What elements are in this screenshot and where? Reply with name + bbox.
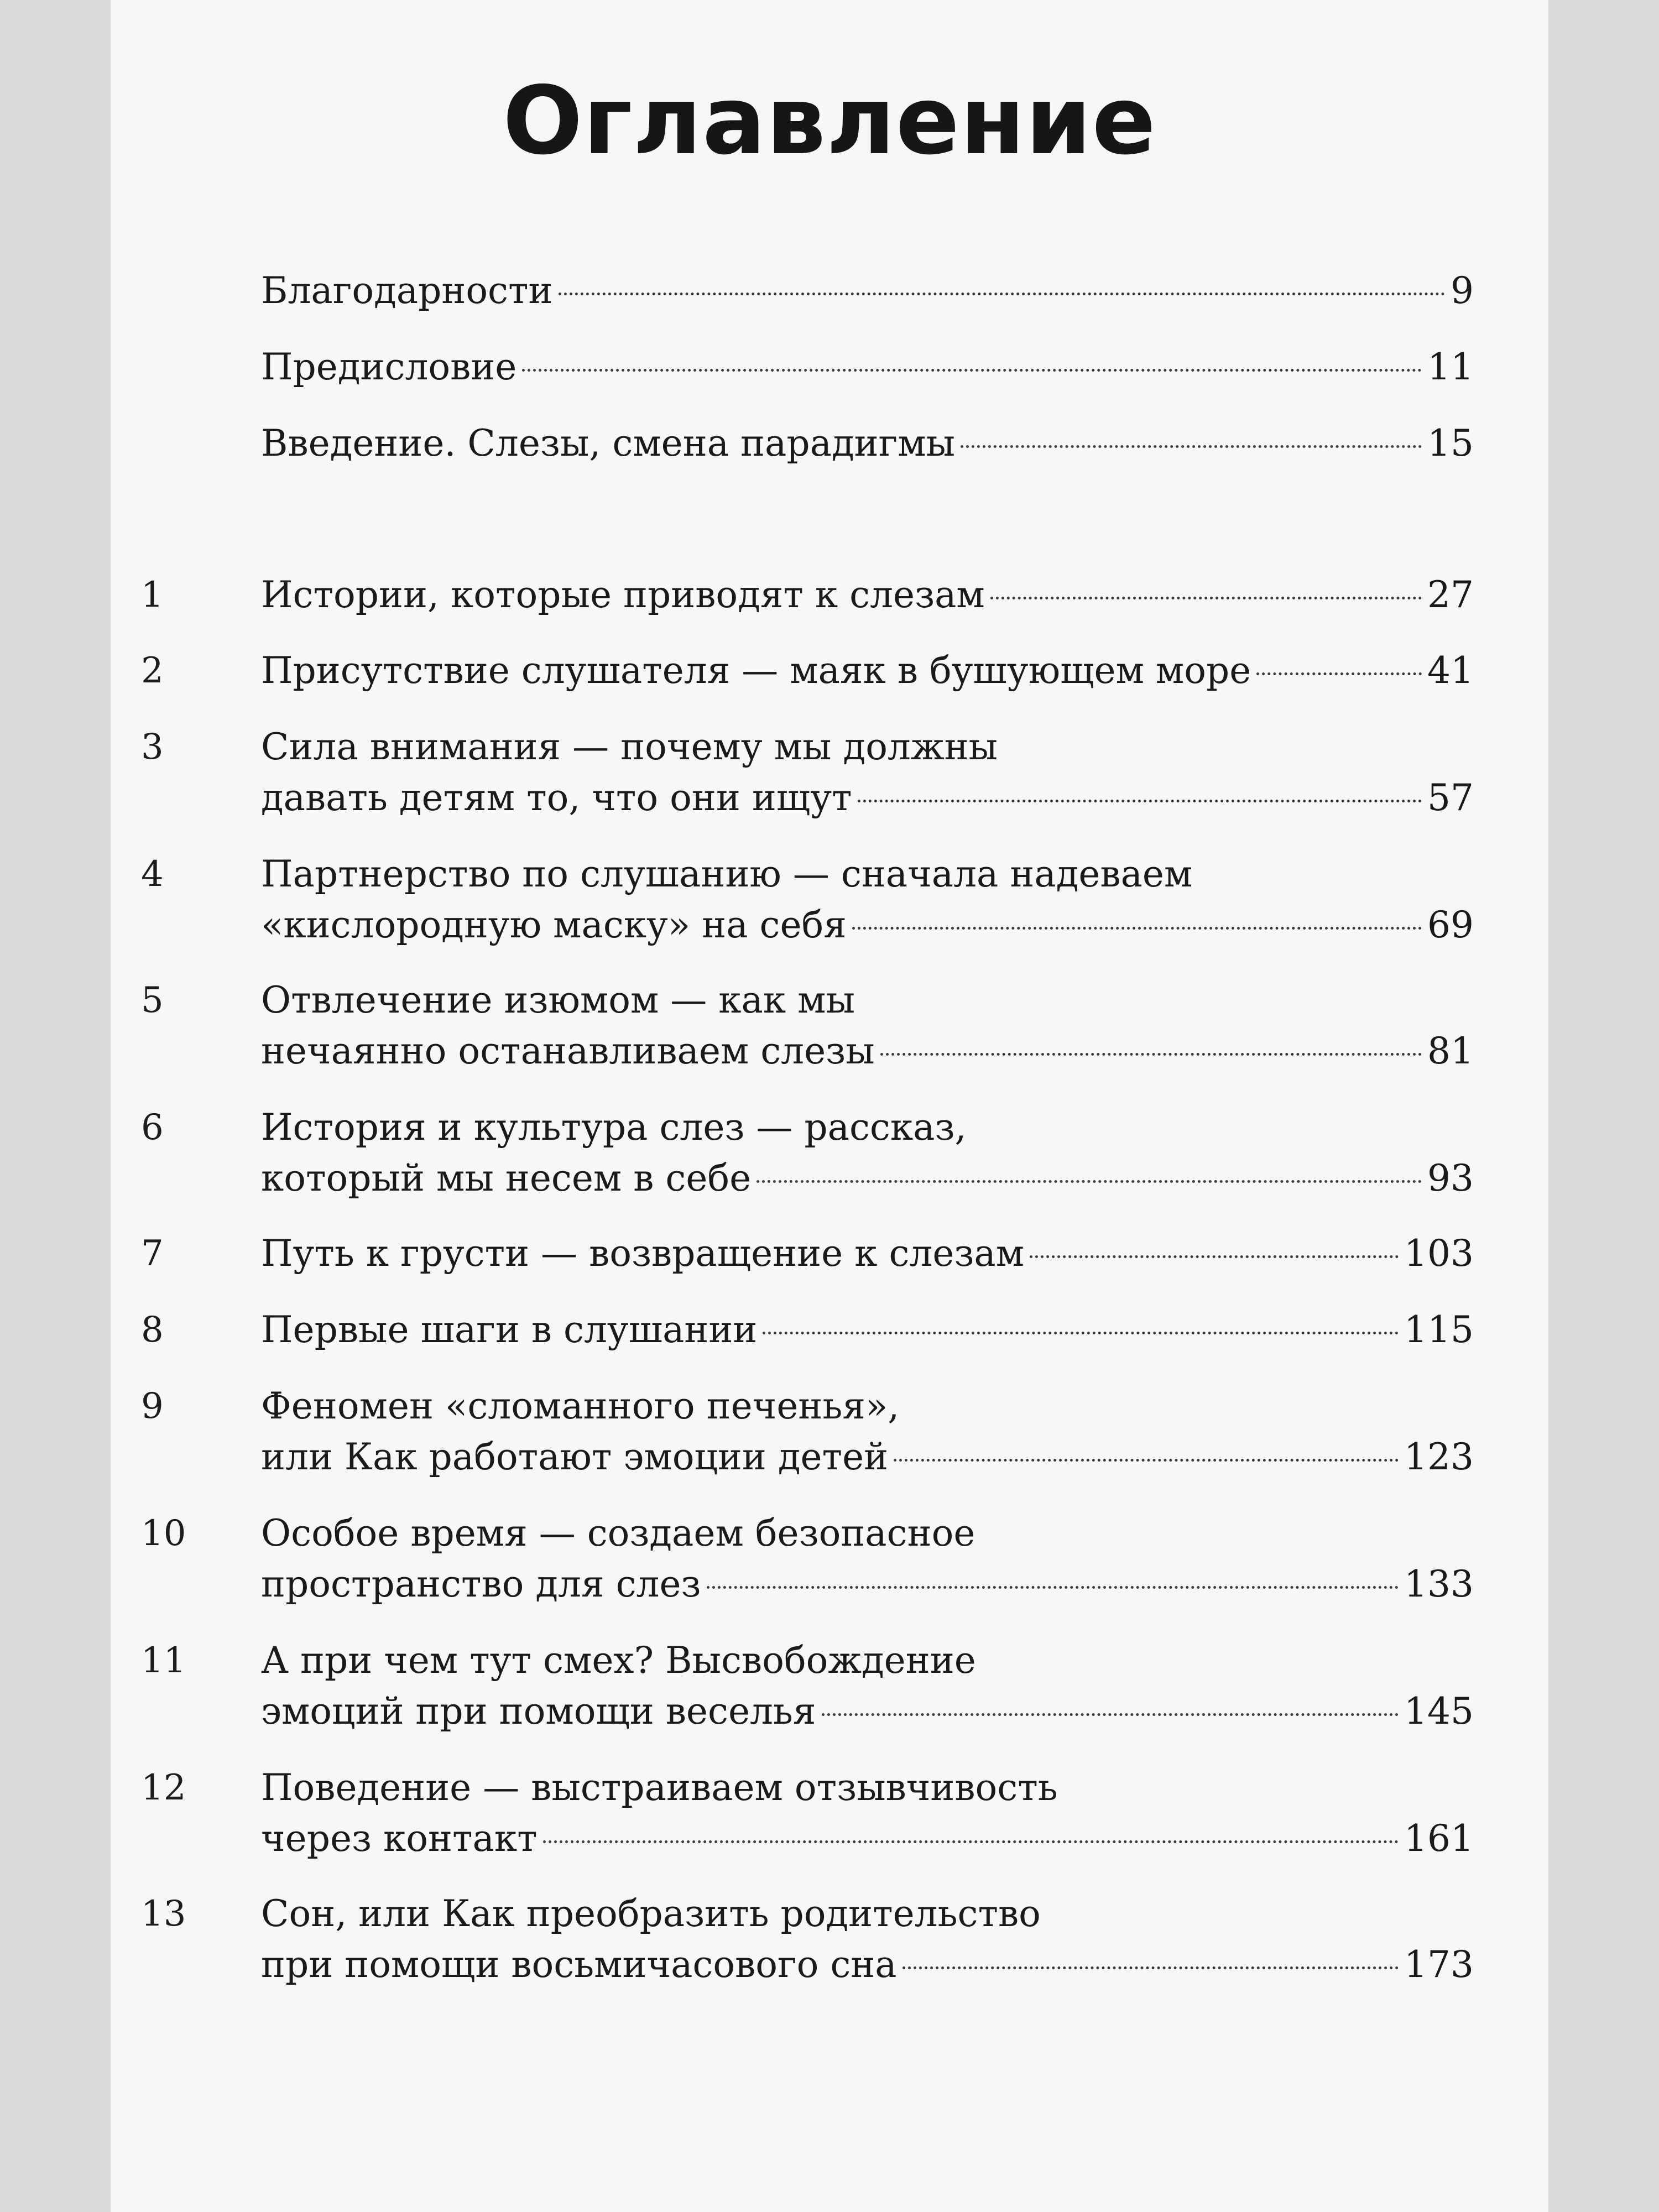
chapter-number: 1 <box>141 575 164 615</box>
entry-title-line: Введение. Слезы, смена парадигмы <box>261 422 956 465</box>
entry-title-line: через контакт <box>261 1817 538 1860</box>
dot-leader <box>880 1053 1422 1056</box>
entry-text <box>261 1102 1474 1204</box>
entry-title-line: Присутствие слушателя — маяк в бушующем море <box>261 649 1251 692</box>
entry-title-line: Первые шаги в слушании <box>261 1308 758 1351</box>
entry-title-line: Предисловие <box>261 346 517 388</box>
chapter-number: 7 <box>141 1233 164 1274</box>
entry-text <box>261 1888 1474 1990</box>
entry-last-line <box>261 1228 1474 1279</box>
dot-leader <box>707 1586 1399 1589</box>
entry-title-line: пространство для слез <box>261 1563 701 1605</box>
page-number: 161 <box>1404 1817 1474 1860</box>
entry-last-line <box>261 645 1474 696</box>
dot-leader <box>961 445 1422 448</box>
dot-leader <box>543 1840 1399 1843</box>
page-number: 115 <box>1404 1308 1474 1351</box>
chapter-number: 4 <box>141 854 164 895</box>
chapter-number: 11 <box>141 1640 186 1681</box>
entry-last-line <box>261 1305 1474 1355</box>
page-number: 41 <box>1427 649 1474 692</box>
entry-last-line <box>261 1153 1474 1204</box>
chapter-number: 9 <box>141 1386 164 1427</box>
entry-title-line: нечаянно останавливаем слезы <box>261 1030 875 1072</box>
entry-last-line <box>261 418 1474 469</box>
entry-last-line <box>261 1432 1474 1483</box>
dot-leader <box>757 1180 1422 1183</box>
dot-leader <box>990 597 1422 599</box>
entry-title-line: Истории, которые приводят к слезам <box>261 573 985 616</box>
entry-text <box>261 1508 1474 1610</box>
page-number: 93 <box>1427 1157 1474 1199</box>
entry-last-line <box>261 1559 1474 1610</box>
dot-leader <box>822 1713 1399 1716</box>
entry-title-line: «кислородную маску» на себя <box>261 904 847 946</box>
dot-leader <box>763 1332 1399 1334</box>
page-number: 173 <box>1404 1943 1474 1986</box>
entry-text <box>261 975 1474 1077</box>
chapter-number: 2 <box>141 650 164 691</box>
chapter-number: 13 <box>141 1893 186 1934</box>
dot-leader <box>852 927 1422 930</box>
entry-title-line: который мы несем в себе <box>261 1157 752 1199</box>
page-number: 145 <box>1404 1690 1474 1733</box>
entry-text <box>261 265 1474 316</box>
chapter-number: 12 <box>141 1767 186 1808</box>
entry-text <box>261 1762 1474 1864</box>
entry-title-line: эмоций при помощи веселья <box>261 1690 816 1733</box>
dot-leader <box>522 369 1422 372</box>
entry-last-line <box>261 773 1474 823</box>
dot-leader <box>559 293 1445 295</box>
dot-leader <box>858 800 1422 802</box>
entry-title-line: Особое время — создаем безопасное <box>261 1512 975 1554</box>
page-number: 57 <box>1427 776 1474 819</box>
entry-title-line: А при чем тут смех? Высвобождение <box>261 1639 976 1682</box>
entry-last-line <box>261 570 1474 620</box>
entry-last-line <box>261 1813 1474 1864</box>
entry-text <box>261 1305 1474 1355</box>
page-number: 9 <box>1451 269 1474 312</box>
entry-text <box>261 418 1474 469</box>
dot-leader <box>1256 672 1422 675</box>
dot-leader <box>1030 1255 1399 1258</box>
page-number: 103 <box>1404 1232 1474 1275</box>
entry-text <box>261 342 1474 393</box>
page-number: 81 <box>1427 1030 1474 1072</box>
chapter-number: 8 <box>141 1310 164 1350</box>
table-of-contents <box>111 0 1548 2212</box>
page-number: 15 <box>1427 422 1474 465</box>
page-number: 27 <box>1427 573 1474 616</box>
dot-leader <box>902 1966 1399 1969</box>
entry-text <box>261 722 1474 823</box>
page-number: 123 <box>1404 1436 1474 1478</box>
entry-text <box>261 570 1474 620</box>
page-number: 133 <box>1404 1563 1474 1605</box>
page-number: 11 <box>1427 346 1474 388</box>
entry-last-line <box>261 342 1474 393</box>
entry-text <box>261 849 1474 951</box>
entry-last-line <box>261 1686 1474 1737</box>
entry-title-line: или Как работают эмоции детей <box>261 1436 889 1478</box>
entry-title-line: Сон, или Как преобразить родительство <box>261 1892 1041 1935</box>
page-number: 69 <box>1427 904 1474 946</box>
chapter-number: 3 <box>141 727 164 768</box>
entry-title-line: История и культура слез — рассказ, <box>261 1106 967 1149</box>
page-title: Оглавление <box>503 66 1156 176</box>
dot-leader <box>894 1459 1399 1462</box>
entry-title-line: Партнерство по слушанию — сначала надеваем <box>261 853 1193 895</box>
entry-title-line: при помощи восьмичасового сна <box>261 1943 897 1986</box>
entry-text <box>261 1381 1474 1483</box>
entry-title-line: давать детям то, что они ищут <box>261 776 852 819</box>
entry-title-line: Поведение — выстраиваем отзывчивость <box>261 1766 1058 1809</box>
entry-text <box>261 1228 1474 1279</box>
chapter-number: 5 <box>141 980 164 1021</box>
entry-title-line: Сила внимания — почему мы должны <box>261 726 998 768</box>
entry-last-line <box>261 900 1474 951</box>
entry-title-line: Путь к грусти — возвращение к слезам <box>261 1232 1025 1275</box>
book-page <box>111 0 1548 2212</box>
entry-last-line <box>261 265 1474 316</box>
entry-last-line <box>261 1939 1474 1990</box>
entry-title-line: Благодарности <box>261 269 553 312</box>
entry-text <box>261 645 1474 696</box>
entry-title-line: Феномен «сломанного печенья», <box>261 1385 900 1427</box>
entry-title-line: Отвлечение изюмом — как мы <box>261 979 855 1021</box>
chapter-number: 10 <box>141 1513 186 1554</box>
entry-last-line <box>261 1026 1474 1077</box>
entry-text <box>261 1635 1474 1737</box>
chapter-number: 6 <box>141 1107 164 1148</box>
